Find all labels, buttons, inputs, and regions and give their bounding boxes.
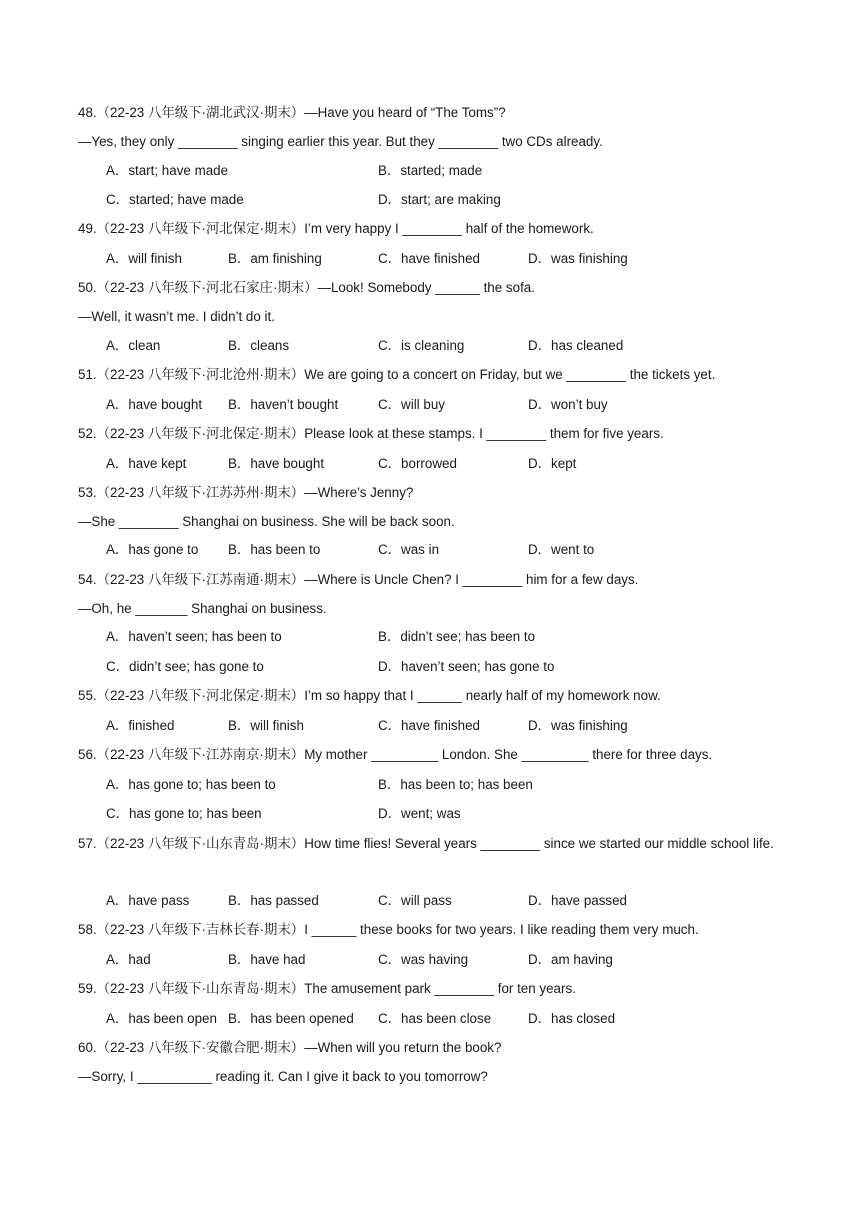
option-a: A．finished	[106, 718, 175, 733]
question-53-stem-2: —She ________ Shanghai on business. She will be back soon.	[78, 514, 455, 529]
option-d: D．won’t buy	[528, 397, 608, 412]
option-d: D．went; was	[378, 806, 461, 821]
option-b: B．has been opened	[228, 1011, 354, 1026]
question-56-stem: 56.（22-23 八年级下·江苏南京·期末）My mother _________ London. She _________ there for three days.	[78, 747, 713, 762]
option-d: D．haven’t seen; has gone to	[378, 659, 555, 674]
question-53-options	[106, 541, 826, 559]
question-54-options-row-1	[106, 628, 826, 646]
option-a: A．will finish	[106, 251, 182, 266]
option-b: B．have had	[228, 952, 306, 967]
option-b: B．has been to	[228, 542, 321, 557]
question-48-options-row-2	[106, 191, 826, 209]
option-a: A．has been open	[106, 1011, 217, 1026]
option-a: A．have kept	[106, 456, 187, 471]
question-57-stem: 57.（22-23 八年级下·山东青岛·期末）How time flies! Several years ________ since we started our middle school life.	[78, 836, 774, 851]
option-c: C．was having	[378, 952, 469, 967]
option-b: B．will finish	[228, 718, 304, 733]
question-52-stem: 52.（22-23 八年级下·河北保定·期末）Please look at these stamps. I ________ them for five years.	[78, 426, 664, 441]
question-50-stem-2: —Well, it wasn’t me. I didn’t do it.	[78, 309, 275, 324]
option-a: A．haven’t seen; has been to	[106, 629, 282, 644]
question-55-options	[106, 717, 826, 735]
option-c: C．will pass	[378, 893, 452, 908]
question-52-options	[106, 455, 826, 473]
option-b: B．didn’t see; has been to	[378, 629, 536, 644]
question-54-options-row-2	[106, 658, 826, 676]
question-58-stem: 58.（22-23 八年级下·吉林长春·期末）I ______ these books for two years. I like reading them very much.	[78, 922, 699, 937]
question-49-stem: 49.（22-23 八年级下·河北保定·期末）I’m very happy I ________ half of the homework.	[78, 221, 594, 236]
option-d: D．was finishing	[528, 251, 628, 266]
question-59-options	[106, 1010, 826, 1028]
question-57-options	[106, 892, 826, 910]
option-d: D．kept	[528, 456, 577, 471]
option-c: C．started; have made	[106, 192, 244, 207]
question-49-options	[106, 250, 826, 268]
option-b: B．started; made	[378, 163, 483, 178]
question-59-stem: 59.（22-23 八年级下·山东青岛·期末）The amusement park ________ for ten years.	[78, 981, 576, 996]
question-48-stem-2: —Yes, they only ________ singing earlier this year. But they ________ two CDs already.	[78, 134, 603, 149]
question-58-options	[106, 951, 826, 969]
question-48-stem: 48.（22-23 八年级下·湖北武汉·期末）—Have you heard of “The Toms”?	[78, 105, 506, 120]
option-c: C．borrowed	[378, 456, 457, 471]
option-c: C．was in	[378, 542, 440, 557]
question-60-stem: 60.（22-23 八年级下·安徽合肥·期末）—When will you return the book?	[78, 1040, 502, 1055]
option-c: C．has been close	[378, 1011, 492, 1026]
option-a: A．start; have made	[106, 163, 229, 178]
option-b: B．cleans	[228, 338, 290, 353]
question-54-stem: 54.（22-23 八年级下·江苏南通·期末）—Where is Uncle Chen? I ________ him for a few days.	[78, 572, 639, 587]
option-d: D．went to	[528, 542, 595, 557]
option-b: B．has passed	[228, 893, 319, 908]
option-b: B．am finishing	[228, 251, 322, 266]
question-56-options-row-1	[106, 776, 826, 794]
option-c: C．didn’t see; has gone to	[106, 659, 264, 674]
option-a: A．have bought	[106, 397, 203, 412]
option-a: A．clean	[106, 338, 161, 353]
question-48-options-row-1	[106, 162, 826, 180]
option-d: D．has cleaned	[528, 338, 624, 353]
question-54-stem-2: —Oh, he _______ Shanghai on business.	[78, 601, 327, 616]
question-60-stem-2: —Sorry, I __________ reading it. Can I give it back to you tomorrow?	[78, 1069, 488, 1084]
question-55-stem: 55.（22-23 八年级下·河北保定·期末）I’m so happy that I ______ nearly half of my homework now.	[78, 688, 661, 703]
question-51-stem: 51.（22-23 八年级下·河北沧州·期末）We are going to a concert on Friday, but we ________ the tickets yet.	[78, 367, 716, 382]
option-b: B．haven’t bought	[228, 397, 339, 412]
question-50-options	[106, 337, 826, 355]
option-d: D．start; are making	[378, 192, 501, 207]
option-a: A．has gone to	[106, 542, 199, 557]
question-56-options-row-2	[106, 805, 826, 823]
option-b: B．have bought	[228, 456, 325, 471]
option-c: C．has gone to; has been	[106, 806, 262, 821]
option-a: A．have pass	[106, 893, 190, 908]
option-c: C．have finished	[378, 718, 480, 733]
option-a: A．has gone to; has been to	[106, 777, 276, 792]
option-d: D．has closed	[528, 1011, 616, 1026]
option-d: D．am having	[528, 952, 613, 967]
question-50-stem: 50.（22-23 八年级下·河北石家庄·期末）—Look! Somebody ______ the sofa.	[78, 280, 535, 295]
option-d: D．have passed	[528, 893, 627, 908]
option-c: C．is cleaning	[378, 338, 465, 353]
option-a: A．had	[106, 952, 151, 967]
question-53-stem: 53.（22-23 八年级下·江苏苏州·期末）—Where’s Jenny?	[78, 485, 414, 500]
question-51-options	[106, 396, 826, 414]
option-b: B．has been to; has been	[378, 777, 533, 792]
option-c: C．have finished	[378, 251, 480, 266]
option-d: D．was finishing	[528, 718, 628, 733]
option-c: C．will buy	[378, 397, 445, 412]
